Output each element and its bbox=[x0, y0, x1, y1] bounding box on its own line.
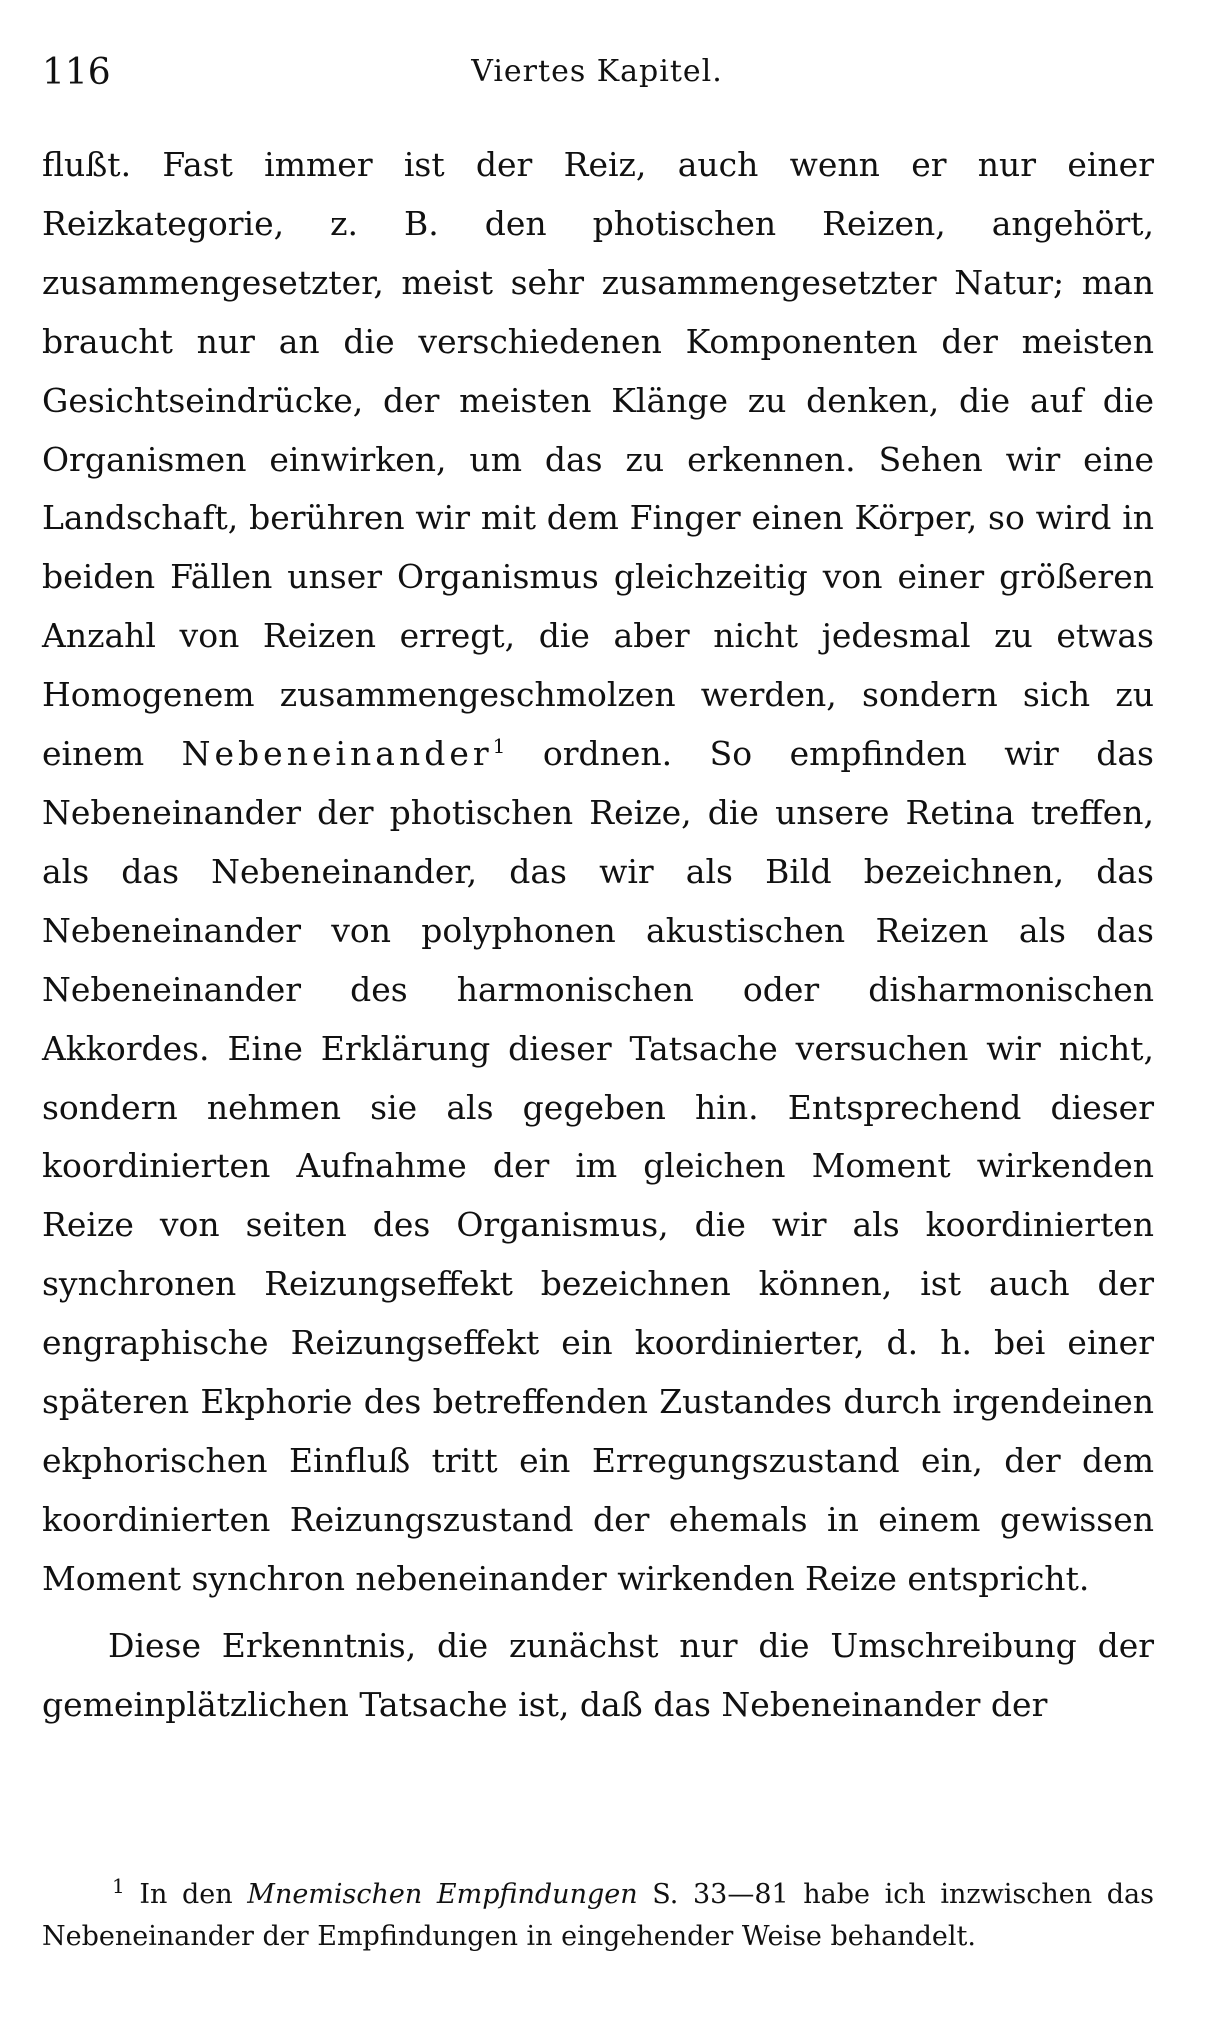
footnote-marker: 1 bbox=[112, 1874, 125, 1898]
footnote-reference: 1 bbox=[492, 734, 506, 759]
paragraph-2: Diese Erkenntnis, die zunächst nur die Umschreibung der gemeinplätzlichen Tatsache ist, daß das Nebeneinander der bbox=[42, 1625, 1154, 1724]
footnote bbox=[42, 1874, 1154, 1958]
spaced-term: Nebeneinander bbox=[181, 734, 493, 774]
paragraph-1-text-a: flußt. Fast immer ist der Reiz, auch wenn er nur einer Reizkategorie, z. B. den photischen Reizen, angehört, zusammengesetzter, meist sehr zusammengesetzter Natur; man braucht nur an die verschiedenen Komponenten der meisten Gesichtseindrücke, der meisten Klänge zu denken, die auf die Organismen einwirken, um das zu erkennen. Sehen wir eine Landschaft, berühren wir mit dem Finger einen Körper, so wird in beiden Fällen unser Organismus gleichzeitig von einer größeren Anzahl von Reizen erregt, die aber nicht jedesmal zu etwas Homogenem zusammengeschmolzen werden, sondern sich zu einem bbox=[42, 145, 1154, 774]
footnote-book-title: Mnemischen Empfindungen bbox=[247, 1879, 638, 1910]
page-number: 116 bbox=[42, 52, 111, 93]
page-header bbox=[42, 52, 1152, 102]
paragraph-1 bbox=[42, 136, 1154, 1609]
footnote-text-a: In den bbox=[124, 1879, 248, 1910]
footnote-text-b: S. 33—81 habe ich inzwischen das Nebeneinander der Empfindungen in eingehender Weise behandelt. bbox=[42, 1879, 1154, 1952]
footnote-paragraph bbox=[42, 1874, 1154, 1958]
running-head: Viertes Kapitel. bbox=[471, 54, 723, 89]
paragraph-1-text-b: ordnen. So empfinden wir das Nebeneinander der photischen Reize, die unsere Retina treffen, als das Nebeneinander, das wir als Bild bezeichnen, das Nebeneinander von polyphonen akustischen Reizen als das Nebeneinander des harmonischen oder disharmonischen Akkordes. Eine Erklärung dieser Tatsache versuchen wir nicht, sondern nehmen sie als gegeben hin. Entsprechend dieser koordinierten Aufnahme der im gleichen Moment wirkenden Reize von seiten des Organismus, die wir als koordinierten synchronen Reizungseffekt bezeichnen können, ist auch der engraphische Reizungseffekt ein koordinierter, d. h. bei einer späteren Ekphorie des betreffenden Zustandes durch irgendeinen ekphorischen Einfluß tritt ein Erregungszustand ein, der dem koordinierten Reizungszustand der ehemals in einem gewissen Moment synchron nebeneinander wirkenden Reize entspricht. bbox=[42, 734, 1154, 1598]
body-text bbox=[42, 136, 1154, 1734]
